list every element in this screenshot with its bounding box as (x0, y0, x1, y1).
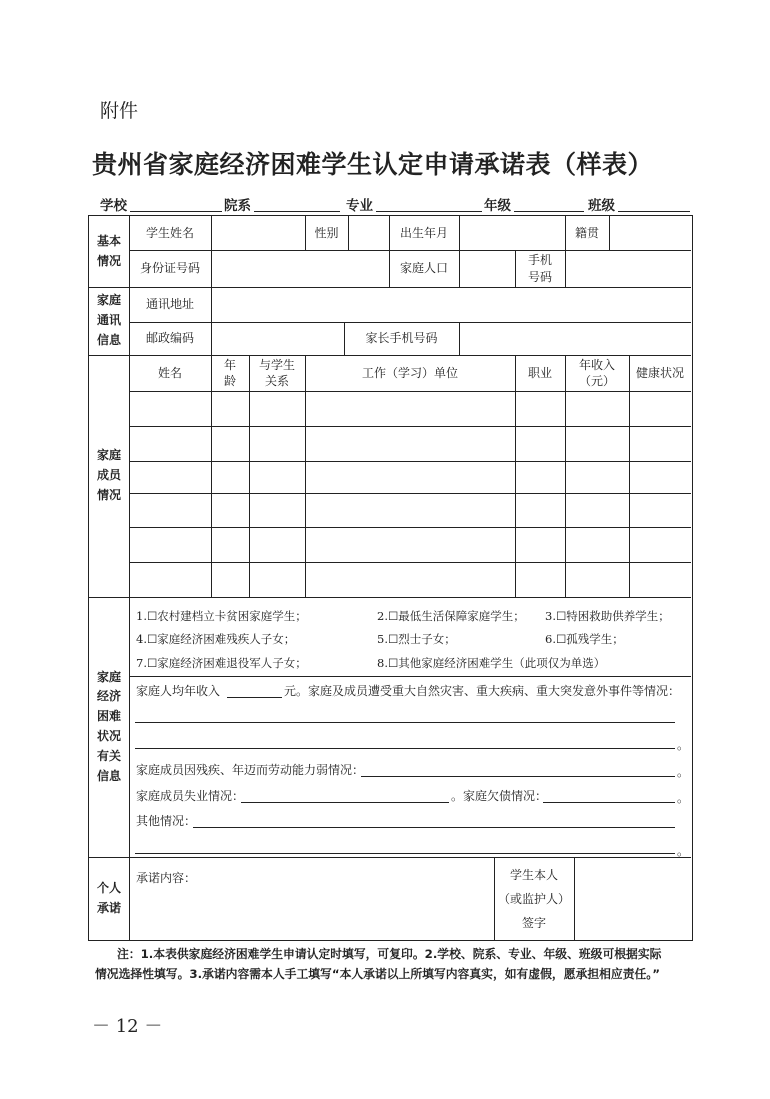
id-number-field[interactable] (211, 250, 389, 287)
option-8[interactable]: 8.☐其他家庭经济困难学生（此项仅为单选） (377, 656, 606, 670)
department-label: 院系 (224, 198, 251, 214)
divider (249, 355, 250, 597)
debt-label: 。家庭欠债情况： (451, 789, 548, 803)
form-note (95, 944, 695, 985)
period: 。 (677, 791, 690, 805)
household-size-label: 家庭人口 (399, 261, 448, 276)
department-field[interactable] (254, 211, 340, 212)
major-label: 专业 (346, 198, 373, 214)
note-line-1: 注：1.本表供家庭经济困难学生申请认定时填写，可复印。2.学校、院系、专业、年级、班级可根据实际 (117, 947, 662, 961)
mobile-label: 手机 号码 (527, 253, 552, 284)
divider (565, 355, 566, 597)
header-fields (100, 194, 690, 216)
income-prefix: 家庭人均年收入 (136, 684, 221, 698)
disaster-field-line-1[interactable] (135, 722, 675, 723)
section-promise: 个人 承诺 (96, 880, 121, 915)
class-field[interactable] (618, 211, 690, 212)
disability-label: 家庭成员因残疾、年迈而劳动能力弱情况： (136, 763, 365, 777)
option-2[interactable]: 2.☐最低生活保障家庭学生； (377, 609, 525, 623)
school-label: 学校 (100, 198, 127, 214)
sign-label-2: （或监护人） (497, 891, 570, 906)
divider (129, 676, 691, 677)
gender-field[interactable] (348, 216, 389, 250)
section-basic: 基本 情况 (96, 233, 121, 268)
other-field-line-1[interactable] (193, 827, 675, 828)
member-col-age: 年 龄 (223, 357, 236, 388)
postcode-field[interactable] (211, 322, 344, 355)
household-size-field[interactable] (459, 250, 515, 287)
address-field[interactable] (211, 287, 691, 322)
mobile-field[interactable] (565, 250, 691, 287)
birth-label: 出生年月 (399, 225, 448, 240)
income-suffix: 元。家庭及成员遭受重大自然灾害、重大疾病、重大突发意外事件等情况： (284, 684, 681, 698)
form-title: 贵州省家庭经济困难学生认定申请承诺表（样表） (92, 150, 654, 179)
section-hardship: 家庭 经济 困难 状况 有关 信息 (96, 669, 121, 783)
income-field[interactable] (227, 697, 282, 698)
birth-field[interactable] (459, 216, 565, 250)
option-7[interactable]: 7.☐家庭经济困难退役军人子女； (136, 656, 307, 670)
divider (515, 355, 516, 597)
grade-field[interactable] (514, 211, 584, 212)
member-col-relation: 与学生 关系 (258, 357, 295, 388)
class-label: 班级 (588, 198, 615, 214)
divider (89, 597, 691, 598)
member-col-workplace: 工作（学习）单位 (361, 365, 458, 380)
address-label: 通讯地址 (145, 297, 194, 312)
postcode-label: 邮政编码 (145, 331, 194, 346)
promise-content-field[interactable] (129, 884, 494, 938)
period: 。 (677, 765, 690, 779)
attachment-label: 附件 (100, 100, 139, 122)
native-place-field[interactable] (609, 216, 691, 250)
divider (129, 426, 691, 427)
note-line-2: 情况选择性填写。3.承诺内容需本人手工填写“本人承诺以上所填写内容真实，如有虚假，愿承担相应责任。” (95, 967, 660, 982)
gender-label: 性别 (314, 225, 339, 240)
id-number-label: 身份证号码 (139, 261, 200, 276)
divider (129, 527, 691, 528)
member-col-occupation: 职业 (527, 365, 552, 380)
grade-label: 年级 (484, 198, 511, 214)
sign-label-1: 学生本人 (509, 867, 558, 882)
disaster-field-line-2[interactable] (135, 748, 675, 749)
period: 。 (677, 738, 690, 752)
divider (211, 355, 212, 597)
school-field[interactable] (130, 211, 222, 212)
major-field[interactable] (376, 211, 482, 212)
debt-field[interactable] (543, 802, 675, 803)
page-number: － 12 － (92, 1016, 163, 1037)
divider (629, 355, 630, 597)
unemployment-field[interactable] (241, 802, 449, 803)
divider (129, 391, 691, 392)
section-contact: 家庭 通讯 信息 (96, 293, 121, 347)
student-name-label: 学生姓名 (145, 225, 194, 240)
member-col-income: 年收入 （元） (578, 357, 615, 388)
option-4[interactable]: 4.☐家庭经济困难残疾人子女； (136, 632, 296, 646)
unemployment-label: 家庭成员失业情况： (136, 789, 245, 803)
native-place-label: 籍贯 (574, 225, 599, 240)
divider (129, 493, 691, 494)
option-3[interactable]: 3.☐特困救助供养学生； (545, 609, 670, 623)
parent-phone-field[interactable] (459, 322, 691, 355)
disability-field[interactable] (361, 776, 675, 777)
member-col-health: 健康状况 (635, 365, 684, 380)
period: 。 (677, 844, 690, 858)
sign-label-3: 签字 (521, 915, 546, 930)
divider (129, 562, 691, 563)
parent-phone-label: 家长手机号码 (365, 331, 438, 346)
divider (305, 355, 306, 597)
promise-content-label: 承诺内容： (136, 871, 197, 885)
application-form-table (88, 215, 693, 941)
option-1[interactable]: 1.☐农村建档立卡贫困家庭学生； (136, 609, 307, 623)
member-col-name: 姓名 (157, 365, 182, 380)
signature-field[interactable] (574, 857, 691, 940)
divider (129, 461, 691, 462)
section-members: 家庭 成员 情况 (96, 448, 121, 502)
other-field-line-2[interactable] (135, 853, 675, 854)
other-label: 其他情况： (136, 814, 197, 828)
option-5[interactable]: 5.☐烈士子女； (377, 632, 456, 646)
option-6[interactable]: 6.☐孤残学生； (545, 632, 624, 646)
student-name-field[interactable] (211, 216, 305, 250)
